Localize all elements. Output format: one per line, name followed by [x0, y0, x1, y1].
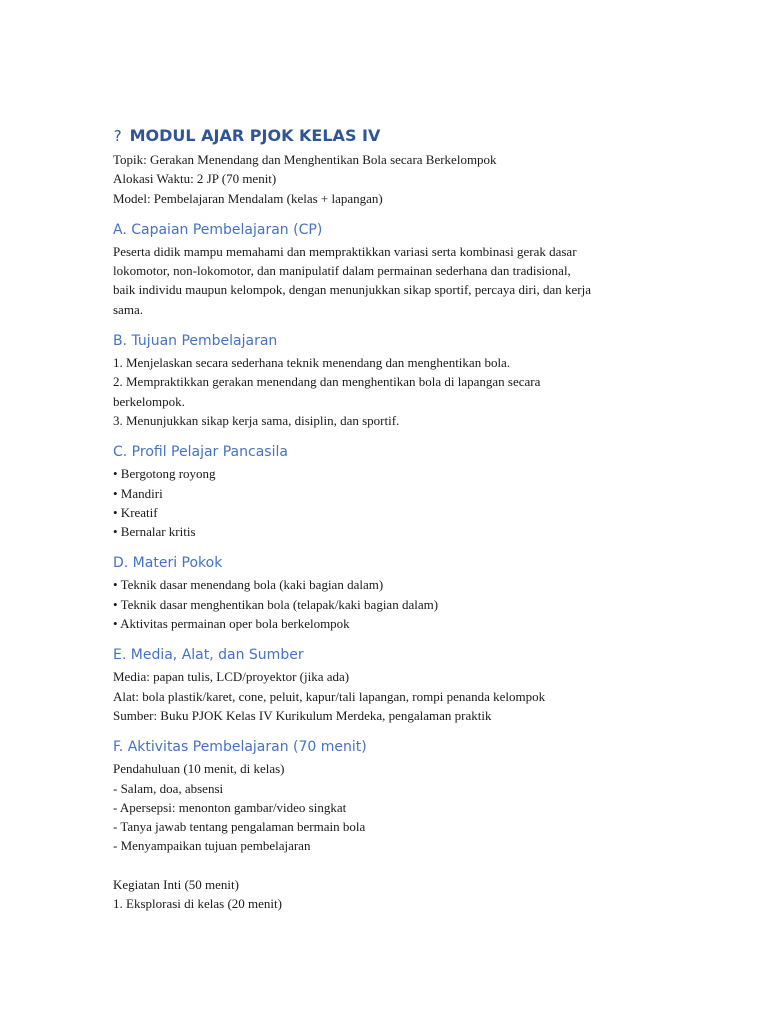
- section-f-line: 1. Eksplorasi di kelas (20 menit): [113, 896, 282, 912]
- section-d-item: • Aktivitas permainan oper bola berkelompok: [113, 616, 350, 632]
- section-c-item: • Bernalar kritis: [113, 524, 196, 540]
- meta-topic: Topik: Gerakan Menendang dan Menghentikan Bola secara Berkelompok: [113, 152, 497, 167]
- section-f-line: Pendahuluan (10 menit, di kelas): [113, 761, 285, 777]
- section-c-item: • Mandiri: [113, 485, 163, 501]
- section-b-line: berkelompok.: [113, 393, 185, 409]
- section-heading-c: C. Profil Pelajar Pancasila: [113, 444, 288, 461]
- section-b-line: 3. Menunjukkan sikap kerja sama, disiplin, dan sportif.: [113, 412, 400, 428]
- section-heading-f: F. Aktivitas Pembelajaran (70 menit): [113, 739, 367, 756]
- title-icon: ?: [113, 127, 123, 145]
- blank-line: [113, 856, 673, 875]
- section-heading-e: E. Media, Alat, dan Sumber: [113, 647, 304, 664]
- section-c-item: • Kreatif: [113, 504, 158, 520]
- section-e-line: Media: papan tulis, LCD/proyektor (jika ada): [113, 669, 350, 685]
- meta-model: Model: Pembelajaran Mendalam (kelas + lapangan): [113, 190, 383, 206]
- section-f-line: Kegiatan Inti (50 menit): [113, 876, 239, 892]
- section-heading-d: D. Materi Pokok: [113, 555, 223, 572]
- section-d-item: • Teknik dasar menghentikan bola (telapak/kaki bagian dalam): [113, 596, 439, 612]
- section-b-line: 1. Menjelaskan secara sederhana teknik menendang dan menghentikan bola.: [113, 355, 511, 371]
- section-b-line: 2. Mempraktikkan gerakan menendang dan menghentikan bola di lapangan secara: [113, 374, 541, 390]
- section-heading-a: A. Capaian Pembelajaran (CP): [113, 221, 323, 238]
- document-title-text: MODUL AJAR PJOK KELAS IV: [129, 126, 381, 145]
- section-f-line: - Tanya jawab tentang pengalaman bermain bola: [113, 819, 366, 835]
- section-d-item: • Teknik dasar menendang bola (kaki bagian dalam): [113, 577, 384, 593]
- section-a-line: baik individu maupun kelompok, dengan menunjukkan sikap sportif, percaya diri, dan kerja: [113, 282, 591, 298]
- meta-time-allocation: Alokasi Waktu: 2 JP (70 menit): [113, 171, 277, 187]
- section-heading-b: B. Tujuan Pembelajaran: [113, 333, 278, 350]
- section-e-line: Sumber: Buku PJOK Kelas IV Kurikulum Merdeka, pengalaman praktik: [113, 707, 492, 723]
- section-f-line: - Apersepsi: menonton gambar/video singkat: [113, 799, 347, 815]
- meta-block: [113, 150, 673, 208]
- document-page: [113, 126, 673, 913]
- section-f-line: - Salam, doa, absensi: [113, 780, 224, 796]
- section-a-line: lokomotor, non-lokomotor, dan manipulatif dalam permainan sederhana dan tradisional,: [113, 263, 571, 279]
- section-e-line: Alat: bola plastik/karet, cone, peluit, kapur/tali lapangan, rompi penanda kelompok: [113, 688, 546, 704]
- section-a-line: sama.: [113, 301, 143, 317]
- section-c-item: • Bergotong royong: [113, 466, 216, 482]
- section-a-line: Peserta didik mampu memahami dan mempraktikkan variasi serta kombinasi gerak dasar: [113, 243, 577, 259]
- section-f-line: - Menyampaikan tujuan pembelajaran: [113, 838, 311, 854]
- document-title: [113, 126, 673, 146]
